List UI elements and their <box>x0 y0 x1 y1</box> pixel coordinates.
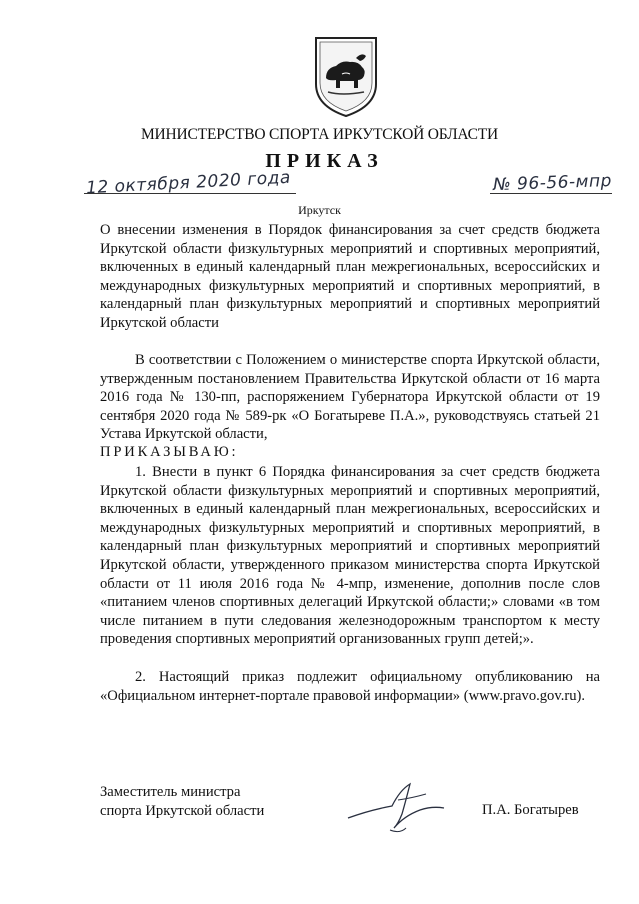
handwritten-number: № 96-56-мпр <box>492 170 613 196</box>
order-subject: О внесении изменения в Порядок финансирования за счет средств бюджета Иркутской области физкультурных мероприятий и спортивных мероприятий, включенных в единый календарный план межрегиональных, всероссийских и международных физкультурных мероприятий и спортивных мероприятий, в календарный план физкультурных мероприятий и спортивных мероприятий Иркутской области <box>100 222 600 331</box>
date-underline <box>84 193 296 194</box>
preamble-paragraph: В соответствии с Положением о министерстве спорта Иркутской области, утвержденным постановлением Правительства Иркутской области от 16 марта 2016 года № 130-пп, распоряжением Губернатора Иркутской области от 19 сентября 2020 года № 589-рк «О Богатыреве П.А.», руководствуясь статьей 21 Устава Иркутской области, <box>100 352 600 443</box>
document-type-title: ПРИКАЗ <box>265 150 384 172</box>
ministry-title: МИНИСТЕРСТВО СПОРТА ИРКУТСКОЙ ОБЛАСТИ <box>140 126 499 143</box>
number-underline <box>490 193 612 194</box>
handwritten-signature <box>340 770 450 840</box>
signatory-name: П.А. Богатырев <box>482 802 579 818</box>
order-item-1: 1. Внести в пункт 6 Порядка финансирования за счет средств бюджета Иркутской области физкультурных мероприятий и спортивных мероприятий, включенных в единый календарный план межрегиональных, всероссийских и международных физкультурных мероприятий и спортивных мероприятий, в календарный план физкультурных мероприятий и спортивных мероприятий Иркутской области, утвержденного приказом министерства спорта Иркутской области от 11 июля 2016 года № 4-мпр, изменение, дополнив после слов «питанием членов спортивных делегаций Иркутской области;» словами «в том числе питанием в пути следования железнодорожным транспортом к месту проведения спортивных мероприятий организованных групп детей;». <box>100 464 600 648</box>
position-line-2: спорта Иркутской области <box>100 802 265 819</box>
order-item-2: 2. Настоящий приказ подлежит официальному опубликованию на «Официальном интернет-портале правовой информации» (www.pravo.gov.ru). <box>100 669 600 704</box>
city-label: Иркутск <box>298 203 341 217</box>
handwritten-date: 12 октября 2020 года <box>85 167 292 199</box>
decree-word: ПРИКАЗЫВАЮ: <box>100 444 239 460</box>
coat-of-arms-icon <box>312 34 380 118</box>
position-line-1: Заместитель министра <box>100 784 241 800</box>
signatory-position <box>100 783 264 820</box>
